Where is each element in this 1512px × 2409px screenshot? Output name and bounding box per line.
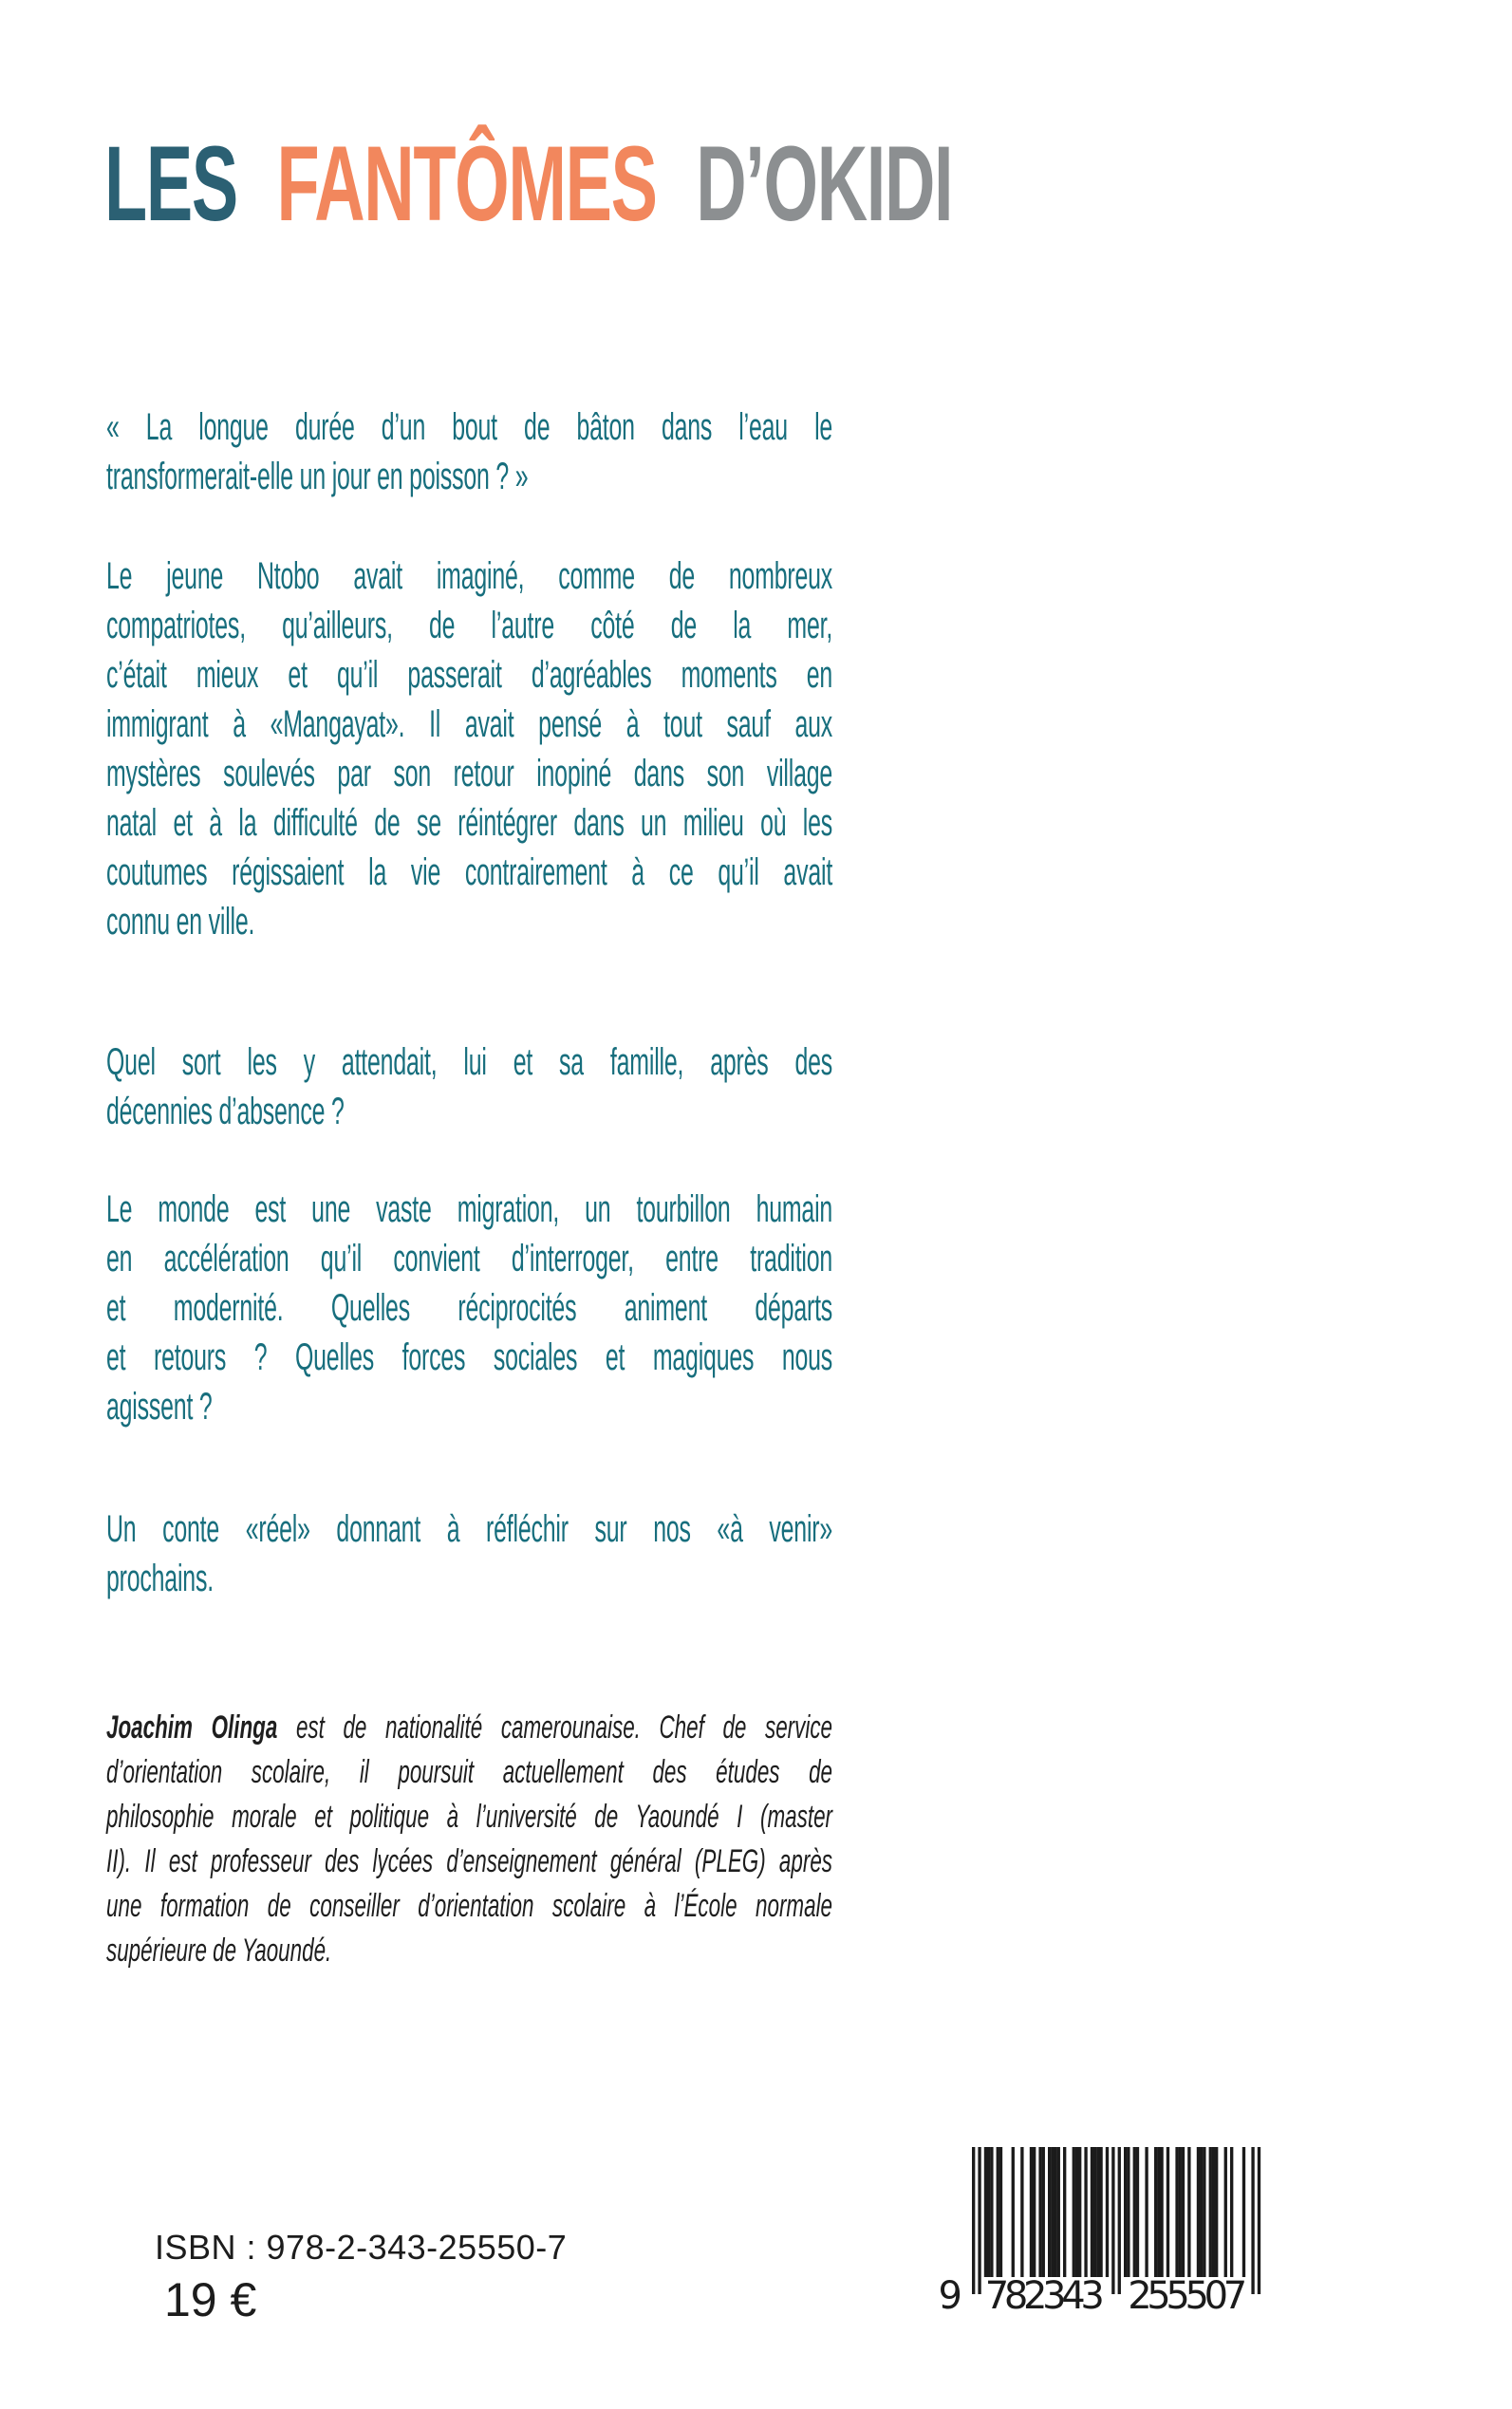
author-bio-line-1-rest: est de nationalité camerounaise. Chef de service [277, 1709, 833, 1746]
barcode-digits: 255507 [1128, 2274, 1248, 2314]
synopsis-paragraph-4 [106, 1504, 832, 1603]
synopsis-paragraph-1 [106, 551, 832, 946]
text-line: en accélération qu’il convient d’interroger, entre tradition [106, 1238, 833, 1279]
text-line: philosophie morale et politique à l’université de Yaoundé I (master [106, 1799, 833, 1835]
text-line: natal et à la difficulté de se réintégrer dans un milieu où les [106, 802, 833, 844]
barcode-ean13 [940, 2147, 1272, 2314]
text-line: une formation de conseiller d’orientation scolaire à l’École normale [106, 1888, 833, 1924]
author-bio [106, 1706, 832, 1973]
text-line: Quel sort les y attendait, lui et sa famille, après des [106, 1041, 833, 1083]
text-line: transformerait-elle un jour en poisson ? » [106, 456, 529, 497]
barcode-digits: 9 [940, 2274, 962, 2314]
text-line: connu en ville. [106, 901, 255, 943]
barcode-digits: 782343 [984, 2274, 1105, 2314]
text-line: coutumes régissaient la vie contrairement à ce qu’il avait [106, 851, 833, 893]
text-line: « La longue durée d’un bout de bâton dans l’eau le [106, 406, 833, 448]
title-word-fantomes: FANTÔMES [276, 124, 657, 243]
text-line: agissent ? [106, 1386, 213, 1428]
barcode-bars [940, 2147, 1272, 2314]
text-line: et modernité. Quelles réciprocités animent départs [106, 1287, 833, 1329]
synopsis-paragraph-3 [106, 1185, 832, 1431]
text-line: c’était mieux et qu’il passerait d’agréables moments en [106, 654, 833, 696]
author-bio-line-1 [106, 1706, 832, 1750]
text-line: Un conte «réel» donnant à réfléchir sur nos «à venir» [106, 1508, 833, 1550]
text-line: Le monde est une vaste migration, un tourbillon humain [106, 1188, 833, 1230]
text-line: immigrant à «Mangayat». Il avait pensé à tout sauf aux [106, 703, 833, 745]
text-line: d’orientation scolaire, il poursuit actuellement des études de [106, 1754, 833, 1790]
text-line: II). Il est professeur des lycées d’enseignement général (PLEG) après [106, 1843, 833, 1879]
author-name: Joachim Olinga [106, 1709, 278, 1746]
text-line: compatriotes, qu’ailleurs, de l’autre côté de la mer, [106, 605, 833, 646]
book-title [104, 124, 953, 243]
text-line: mystères soulevés par son retour inopiné dans son village [106, 753, 833, 794]
synopsis-paragraph-2 [106, 1037, 832, 1136]
title-word-okidi: D’OKIDI [696, 124, 953, 243]
title-word-les: LES [104, 124, 237, 243]
isbn-label: ISBN : 978-2-343-25550-7 [155, 2228, 568, 2267]
quote-paragraph [106, 402, 832, 501]
text-line: Le jeune Ntobo avait imaginé, comme de nombreux [106, 555, 833, 597]
price-label: 19 € [164, 2273, 257, 2326]
text-line: supérieure de Yaoundé. [106, 1933, 332, 1969]
text-line: décennies d’absence ? [106, 1091, 345, 1132]
text-line: prochains. [106, 1558, 214, 1599]
author-bio-rest [106, 1750, 832, 1973]
text-line: et retours ? Quelles forces sociales et magiques nous [106, 1336, 833, 1378]
